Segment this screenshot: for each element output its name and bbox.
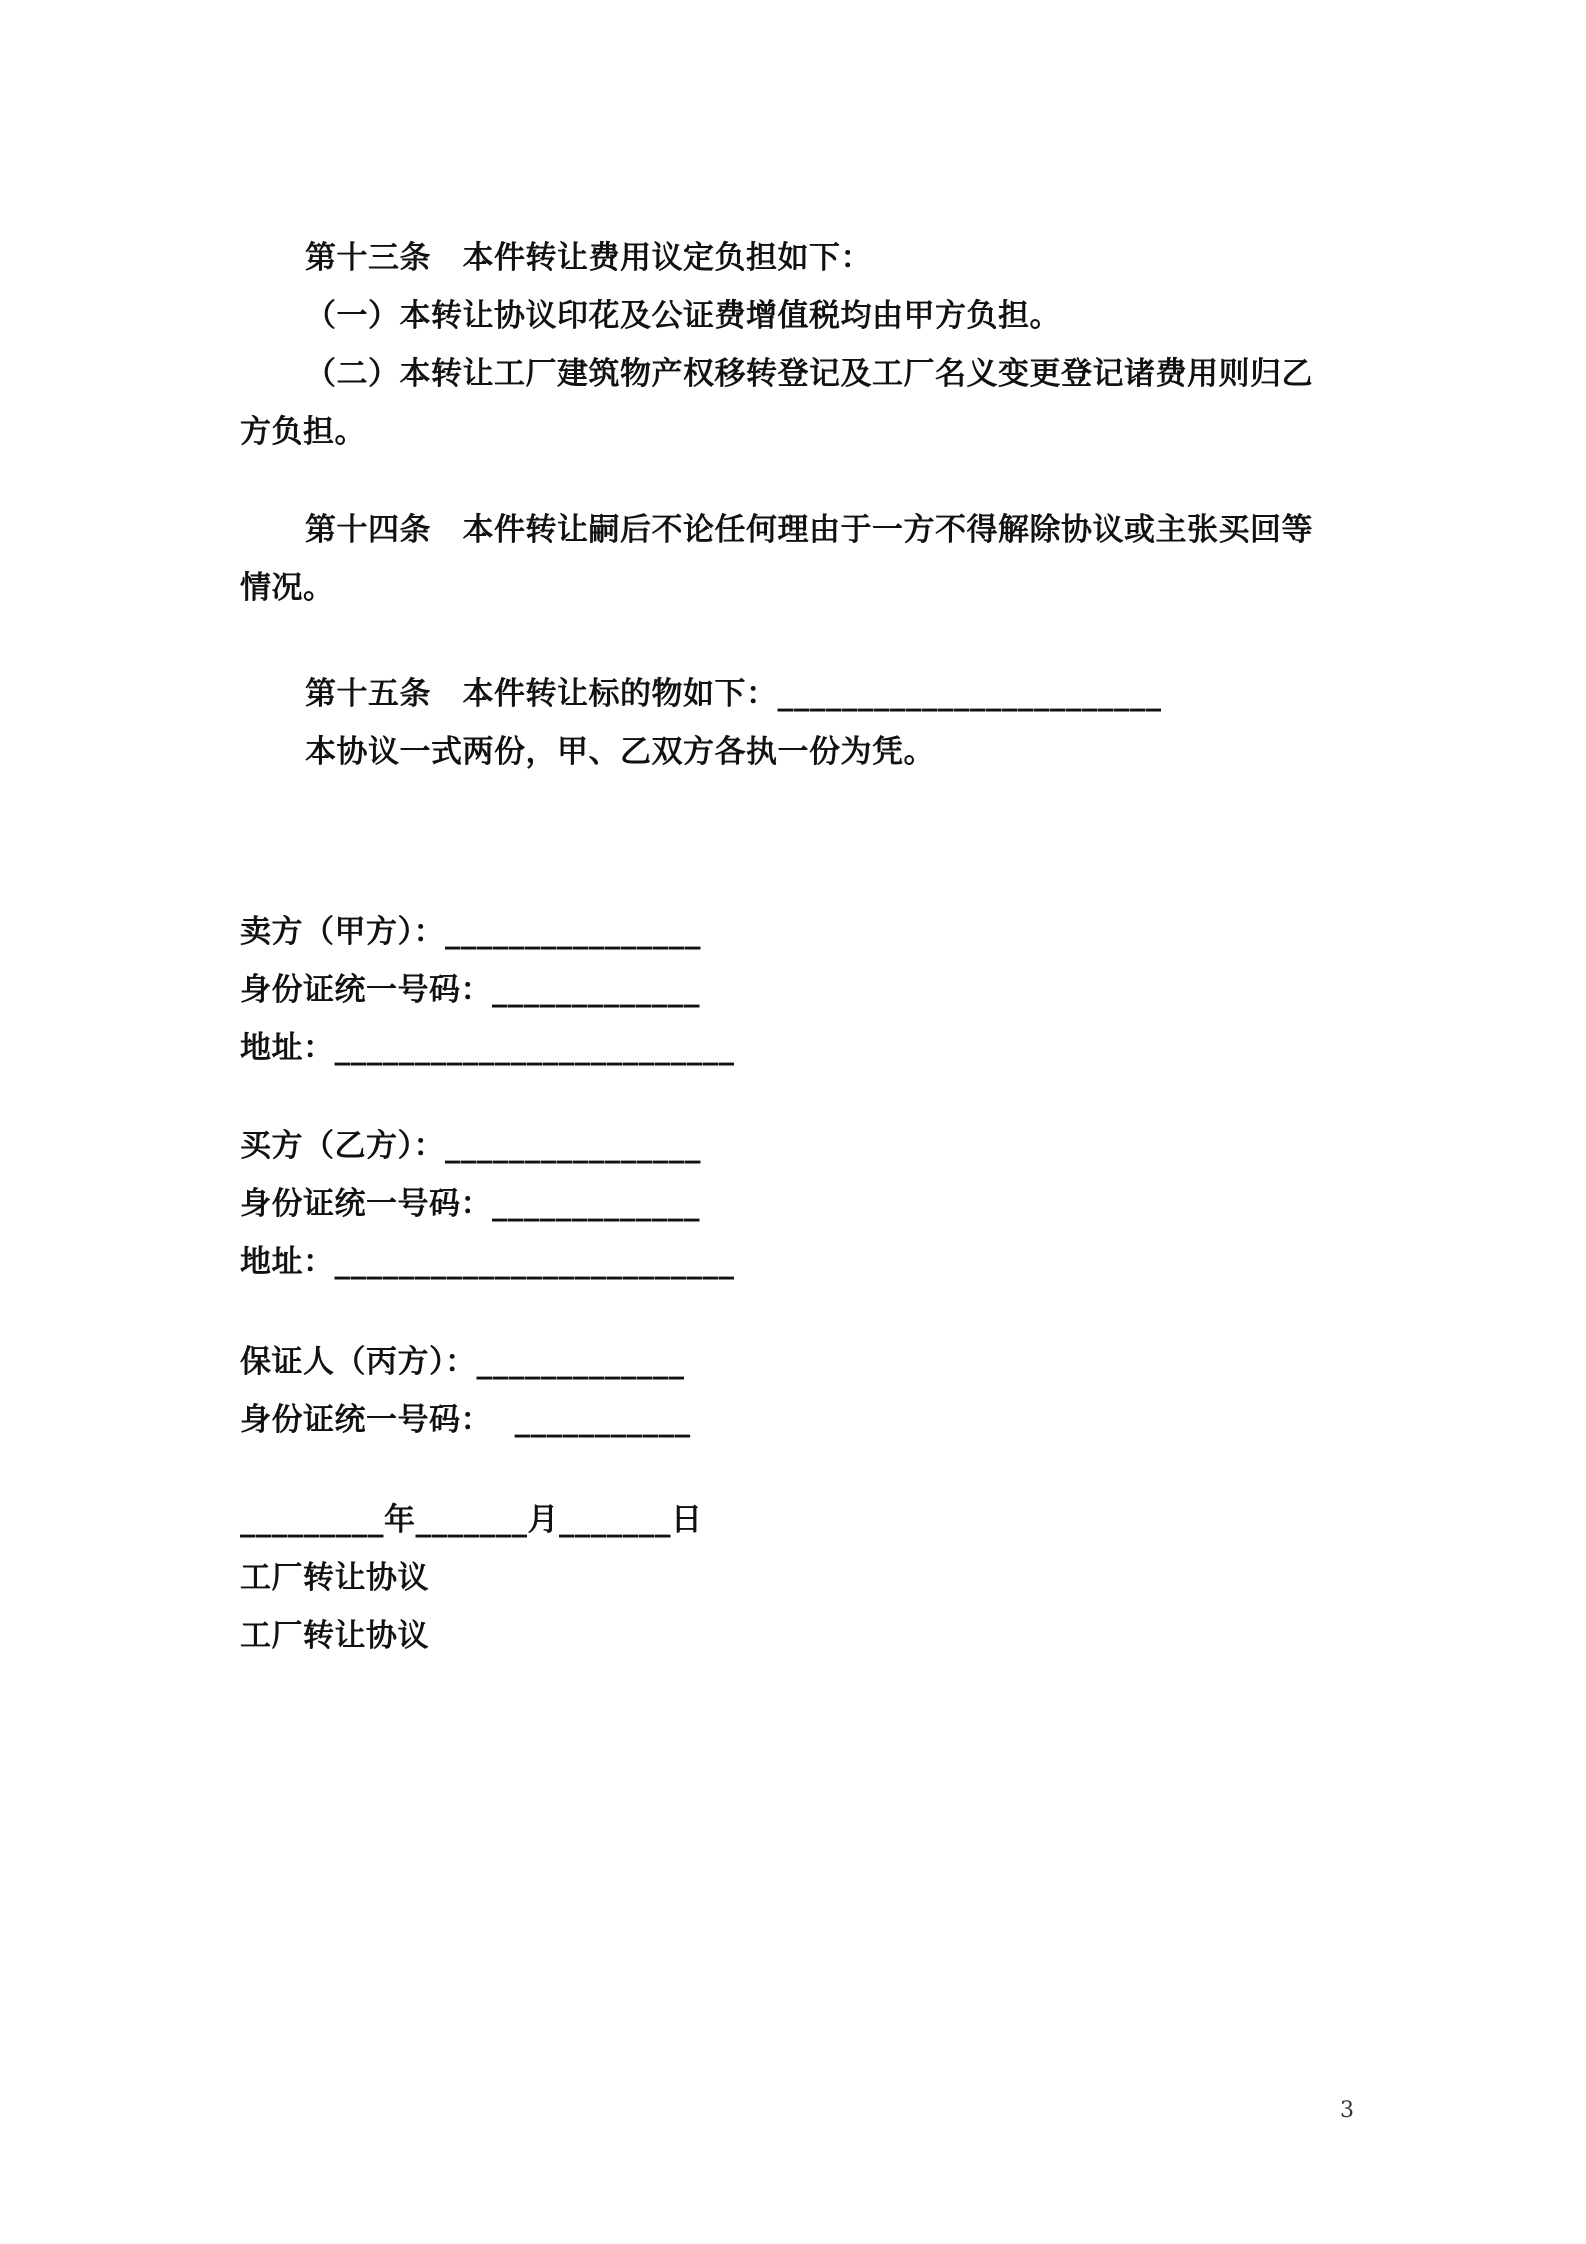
footer-title-1: 工厂转让协议 (240, 1560, 429, 1596)
seller-id-field: 身份证统一号码：_____________ (240, 972, 700, 1008)
article-15-line: 第十五条 本件转让标的物如下：________________________ (305, 676, 1162, 712)
copies-statement: 本协议一式两份，甲、乙双方各执一份为凭。 (305, 734, 935, 770)
article-13-heading: 第十三条 本件转让费用议定负担如下： (305, 240, 872, 276)
footer-title-2: 工厂转让协议 (240, 1618, 429, 1654)
buyer-id-field: 身份证统一号码：_____________ (240, 1186, 700, 1222)
seller-address-field: 地址：_________________________ (240, 1030, 735, 1066)
guarantor-name-field: 保证人（丙方）：_____________ (240, 1344, 685, 1380)
article-13-item-2-line-2: 方负担。 (240, 414, 366, 450)
article-14-line-1: 第十四条 本件转让嗣后不论任何理由于一方不得解除协议或主张买回等 (305, 512, 1313, 548)
date-field: _________年_______月_______日 (240, 1502, 703, 1538)
article-14-line-2: 情况。 (240, 570, 335, 606)
article-13-item-2-line-1: （二）本转让工厂建筑物产权移转登记及工厂名义变更登记诸费用则归乙 (305, 356, 1313, 392)
buyer-name-field: 买方（乙方）：________________ (240, 1128, 701, 1164)
page-number: 3 (1340, 2098, 1354, 2123)
guarantor-id-field: 身份证统一号码： ___________ (240, 1402, 691, 1438)
buyer-address-field: 地址：_________________________ (240, 1244, 735, 1280)
seller-name-field: 卖方（甲方）：________________ (240, 914, 701, 950)
article-13-item-1: （一）本转让协议印花及公证费增值税均由甲方负担。 (305, 298, 1061, 334)
